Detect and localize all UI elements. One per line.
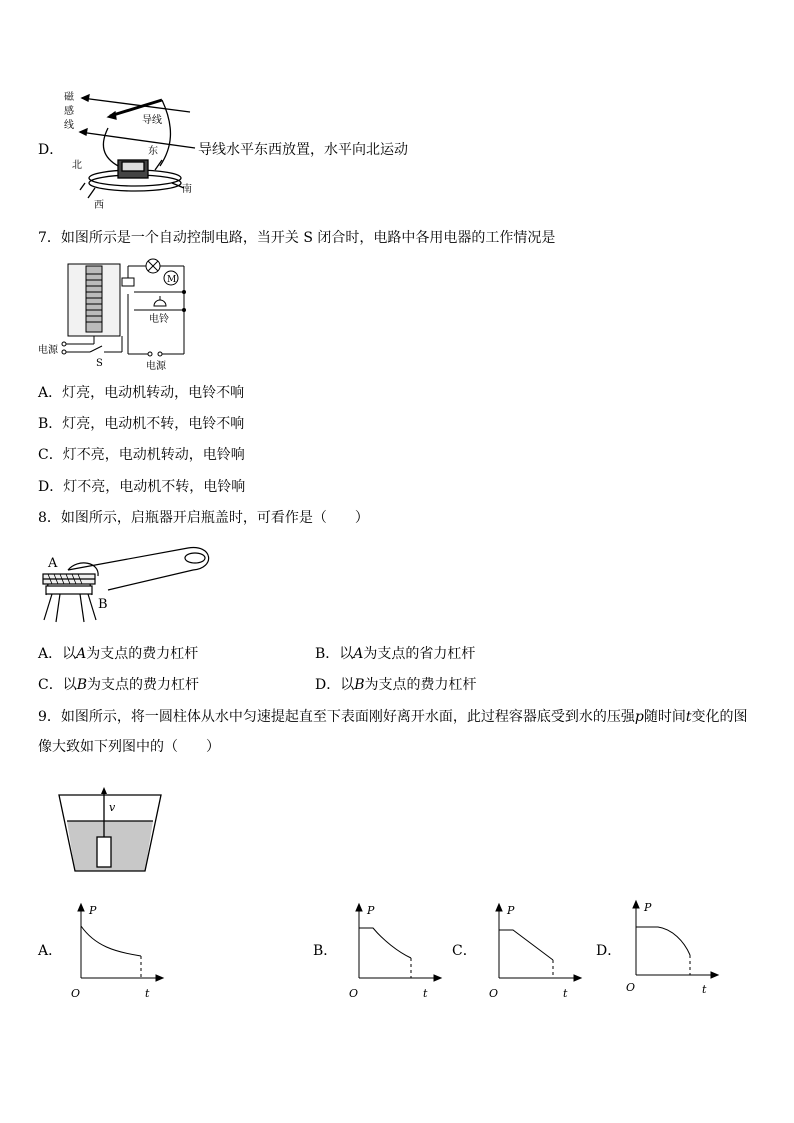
q9-graph-a-label: A． [38, 943, 63, 959]
q7-relay-circuit-figure [38, 254, 188, 374]
q9-stem-line1: 9．如图所示，将一圆柱体从水中匀速提起直至下表面刚好离开水面，此过程容器底受到水的压强p随时间t变化的图 [38, 709, 748, 725]
q6-magnetic-field-figure [60, 88, 210, 210]
graph-c-x-label: t [563, 987, 568, 1000]
q7-stem: 7．如图所示是一个自动控制电路，当开关 S 闭合时，电路中各用电器的工作情况是 [38, 230, 556, 246]
q8-stem: 8．如图所示，启瓶器开启瓶盖时，可看作是（ ） [38, 510, 369, 526]
fig-label-bei: 北 [72, 160, 82, 171]
fig-power-bottom-label: 电源 [146, 361, 166, 372]
q8-bottle-opener-figure [38, 540, 218, 630]
q7-option-d: D．灯不亮，电动机不转，电铃响 [38, 479, 246, 495]
q6-option-d-text: 导线水平东西放置，水平向北运动 [198, 142, 408, 158]
graph-a-y-label: P [89, 904, 97, 917]
fig-velocity-label: v [109, 801, 116, 814]
fig-switch-label: S [96, 358, 103, 369]
q8-option-a: A．以A为支点的费力杠杆 [38, 646, 199, 662]
graph-a-origin: O [71, 987, 81, 1000]
fig-label-ci: 磁 [64, 92, 74, 103]
graph-b-y-label: P [367, 904, 375, 917]
graph-a-x-label: t [145, 987, 150, 1000]
fig-label-gan: 感 [64, 106, 74, 117]
fig-point-a-label: A [48, 556, 58, 571]
fig-label-nan: 南 [182, 184, 192, 195]
fig-power-left-label: 电源 [38, 345, 58, 356]
fig-point-b-label: B [98, 597, 108, 612]
q9-graph-c-label: C． [452, 943, 477, 959]
fig-label-daoxian: 导线 [142, 115, 162, 126]
graph-d-origin: O [626, 981, 636, 994]
q9-graph-a [65, 900, 165, 1000]
q9-stem-line2: 像大致如下列图中的（ ） [38, 739, 220, 755]
fig-label-dong: 东 [148, 146, 158, 157]
q8-option-b: B．以A为支点的省力杠杆 [315, 646, 476, 662]
graph-c-origin: O [489, 987, 499, 1000]
fig-label-xi: 西 [94, 200, 104, 211]
graph-b-x-label: t [423, 987, 428, 1000]
q9-graph-d [620, 897, 720, 997]
q9-graph-c [483, 900, 583, 1000]
q7-option-a: A．灯亮，电动机转动，电铃不响 [38, 385, 245, 401]
q8-option-c: C．以B为支点的费力杠杆 [38, 677, 200, 693]
graph-d-x-label: t [702, 983, 707, 996]
graph-c-y-label: P [507, 904, 515, 917]
q7-option-c: C．灯不亮，电动机转动，电铃响 [38, 447, 245, 463]
fig-label-xian: 线 [64, 120, 74, 131]
q9-graph-b-label: B． [313, 943, 338, 959]
q7-option-b: B．灯亮，电动机不转，电铃不响 [38, 416, 245, 432]
q9-graph-b [343, 900, 443, 1000]
graph-d-y-label: P [644, 901, 652, 914]
q6-option-d-label: D． [38, 142, 64, 158]
graph-b-origin: O [349, 987, 359, 1000]
q8-option-d: D．以B为支点的费力杠杆 [315, 677, 477, 693]
fig-bell-label: 电铃 [149, 314, 169, 325]
fig-motor-label: M [167, 275, 177, 285]
q9-container-figure [55, 785, 165, 875]
q9-graph-d-label: D． [596, 943, 622, 959]
